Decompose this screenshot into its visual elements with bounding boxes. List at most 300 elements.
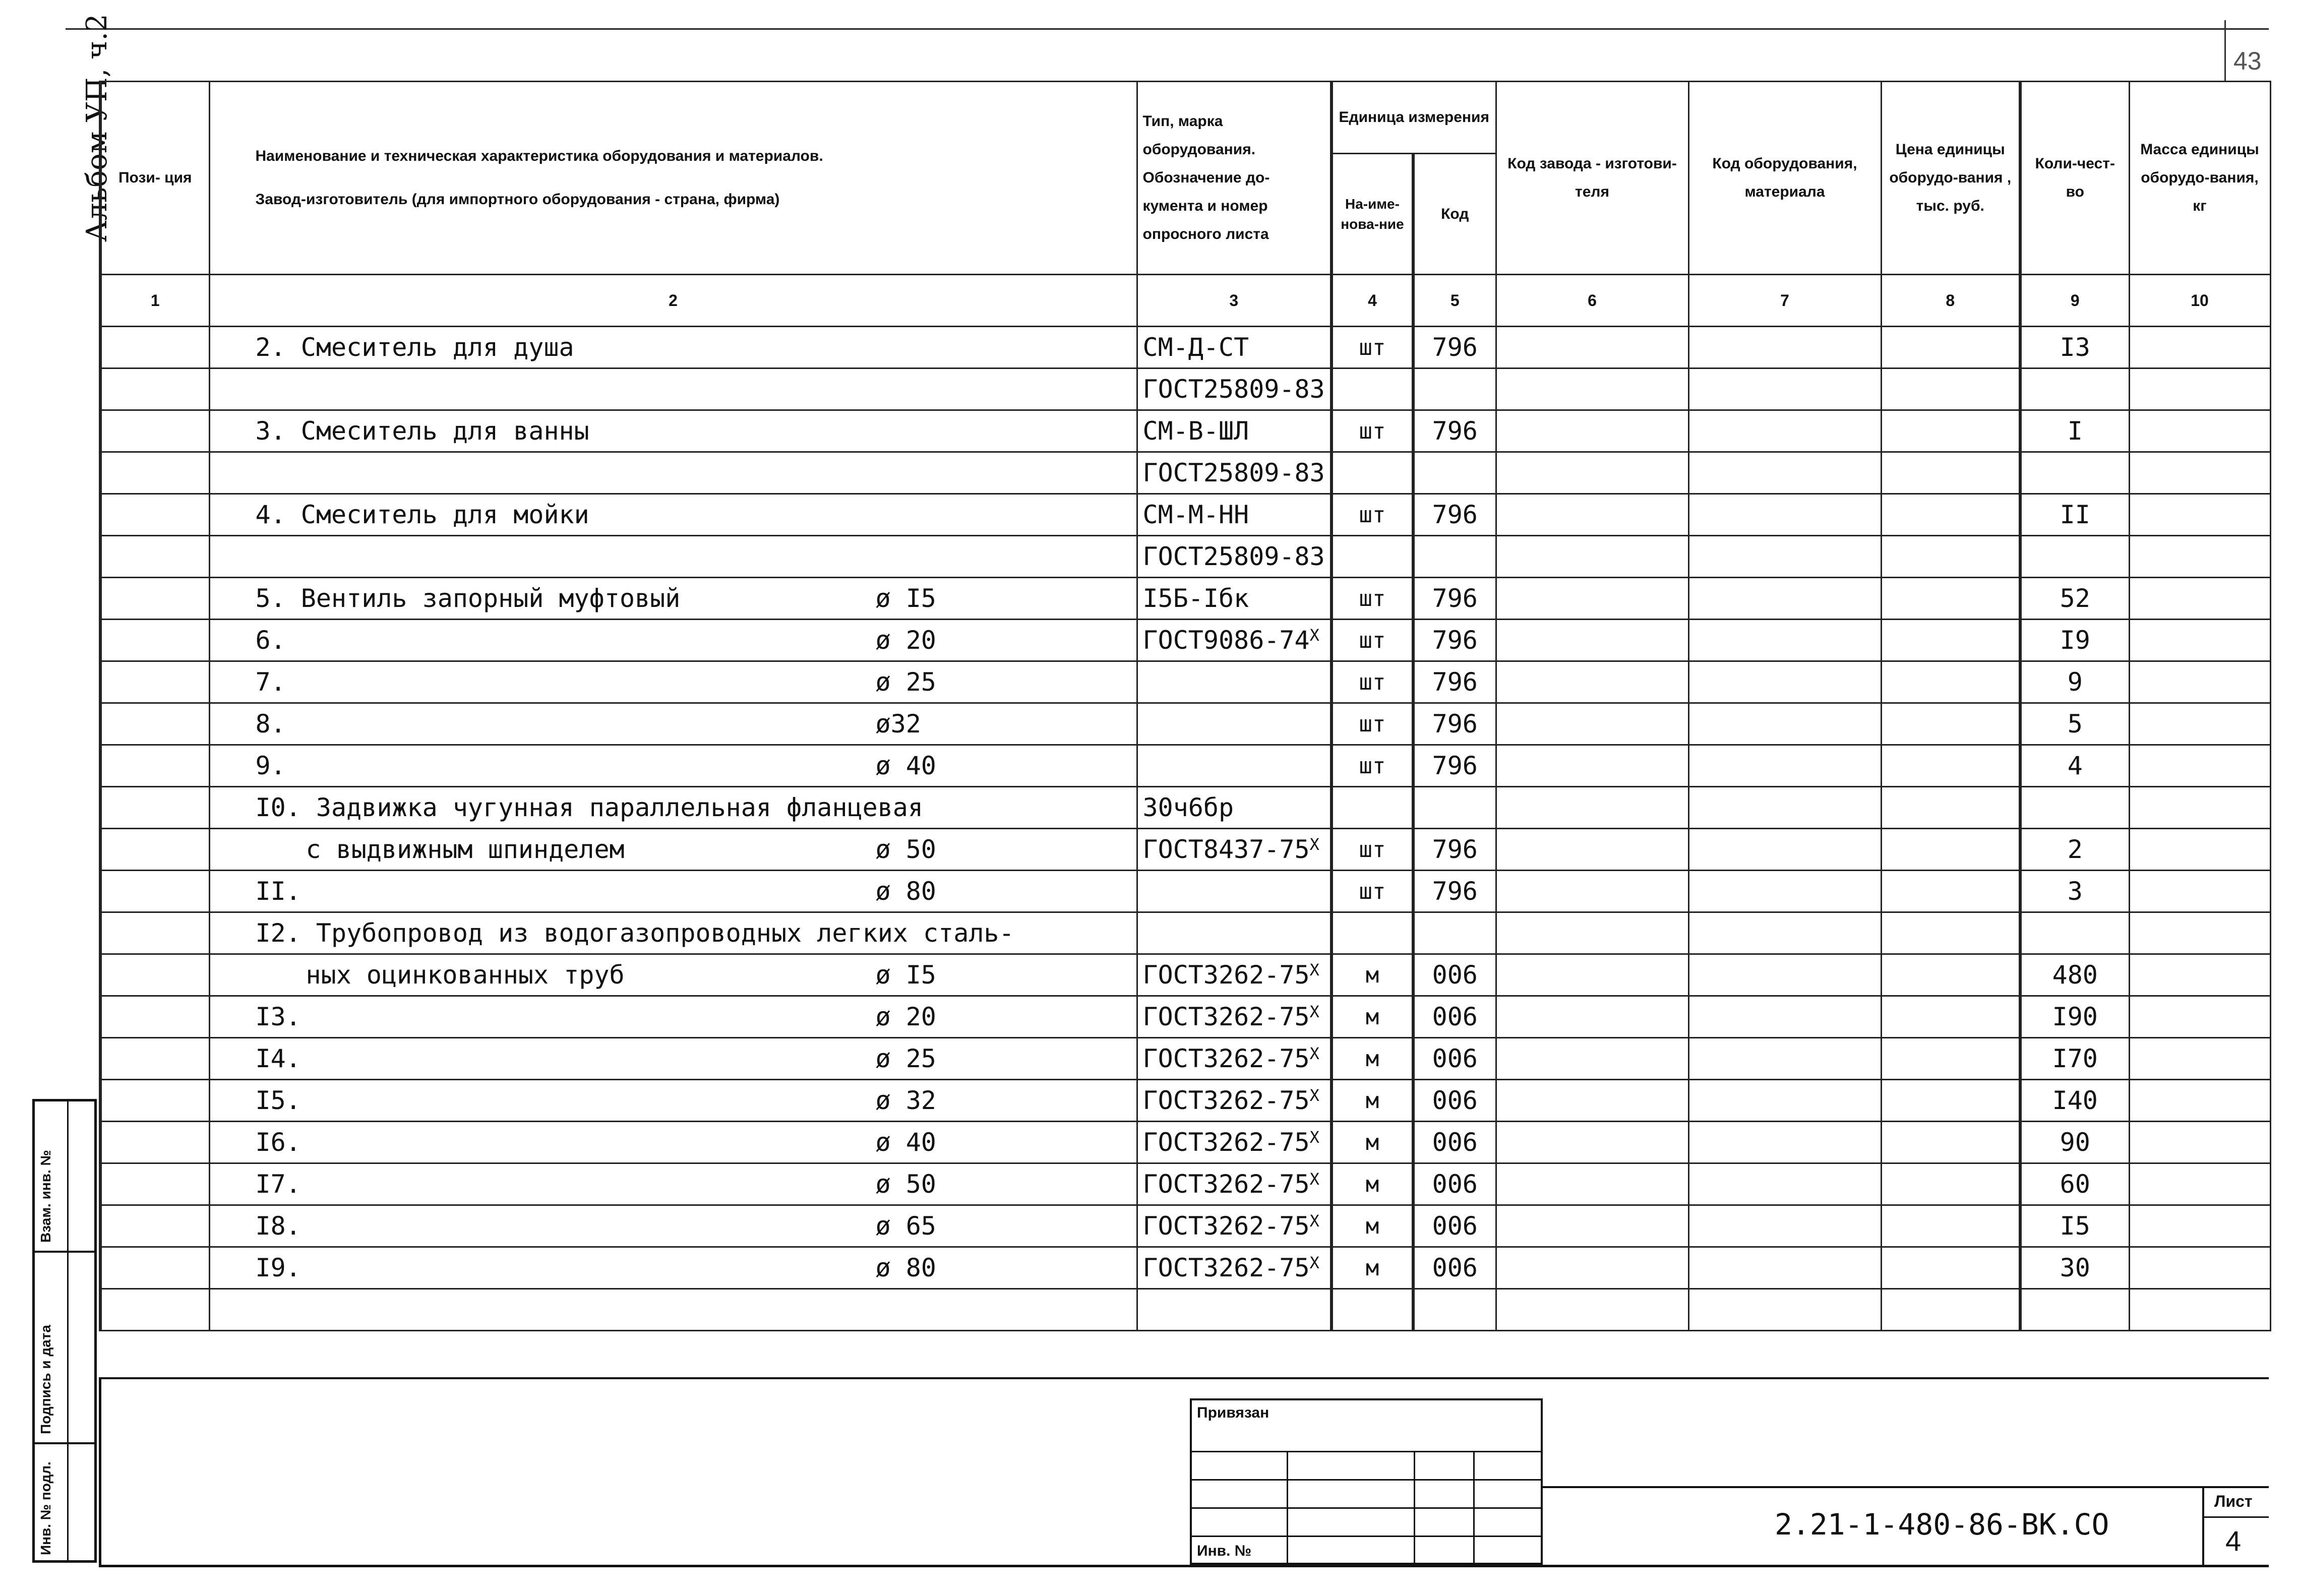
item-unit: м — [1332, 1205, 1413, 1247]
item-diameter: ø 40 — [875, 751, 936, 780]
side-label-original: Инв. № подл. — [38, 1461, 53, 1555]
item-diameter: ø 80 — [875, 877, 936, 906]
item-unit-code: 006 — [1413, 1038, 1496, 1080]
item-unit: м — [1332, 954, 1413, 996]
column-number-row — [100, 275, 2270, 327]
item-unit — [1332, 912, 1413, 954]
item-type-superscript: X — [1309, 1211, 1319, 1231]
table-row — [100, 1205, 2270, 1247]
cell-c6 — [1496, 452, 1688, 494]
cell-c3 — [1137, 1289, 1332, 1331]
cell-c7 — [1688, 661, 1881, 703]
cell-c1 — [100, 787, 209, 829]
item-quantity — [2020, 452, 2129, 494]
cell-c10 — [2129, 578, 2270, 620]
cell-c3 — [1137, 327, 1332, 369]
col-num-1: 1 — [100, 275, 209, 327]
cell-c2 — [209, 410, 1137, 452]
stamp-inventory-label: Инв. № — [1197, 1543, 1252, 1559]
cell-c7 — [1688, 494, 1881, 536]
item-type-superscript: X — [1309, 1002, 1319, 1021]
cell-c8 — [1881, 1038, 2020, 1080]
cell-c8 — [1881, 578, 2020, 620]
item-name: 5. Вентиль запорный муфтовый — [255, 584, 681, 613]
item-type: ГОСТ3262-75 — [1142, 1128, 1310, 1157]
cell-c3 — [1137, 661, 1332, 703]
side-approval-box — [32, 1099, 97, 1563]
cell-c1 — [100, 1205, 209, 1247]
item-name: I6. — [255, 1128, 301, 1157]
table-row — [100, 1038, 2270, 1080]
col-num-6: 6 — [1496, 275, 1688, 327]
item-unit — [1332, 787, 1413, 829]
item-unit-code — [1413, 787, 1496, 829]
cell-c6 — [1496, 1122, 1688, 1163]
cell-c10 — [2129, 452, 2270, 494]
item-unit — [1332, 1289, 1413, 1331]
table-row — [100, 578, 2270, 620]
cell-c8 — [1881, 536, 2020, 578]
cell-c6 — [1496, 1289, 1688, 1331]
cell-c3 — [1137, 620, 1332, 661]
item-unit: м — [1332, 1163, 1413, 1205]
stamp-line — [1192, 1479, 1541, 1481]
item-quantity: 4 — [2020, 745, 2129, 787]
cell-c10 — [2129, 1205, 2270, 1247]
item-quantity: I70 — [2020, 1038, 2129, 1080]
header-price: Цена единицы оборудо-вания , тыс. руб. — [1881, 82, 2020, 275]
item-quantity: I5 — [2020, 1205, 2129, 1247]
side-label-signature: Подпись и дата — [38, 1325, 53, 1434]
col-num-8: 8 — [1881, 275, 2020, 327]
cell-c2 — [209, 1163, 1137, 1205]
col-num-5: 5 — [1413, 275, 1496, 327]
cell-c2 — [209, 871, 1137, 912]
table-row — [100, 703, 2270, 745]
item-type: ГОСТ3262-75 — [1142, 960, 1310, 990]
cell-c2 — [209, 620, 1137, 661]
item-quantity: 52 — [2020, 578, 2129, 620]
cell-c3 — [1137, 369, 1332, 410]
cell-c7 — [1688, 871, 1881, 912]
item-unit-code: 796 — [1413, 661, 1496, 703]
cell-c2 — [209, 1247, 1137, 1289]
item-name: I4. — [255, 1044, 301, 1073]
table-row — [100, 1289, 2270, 1331]
cell-c2 — [209, 829, 1137, 871]
cell-c6 — [1496, 369, 1688, 410]
cell-c2 — [209, 1289, 1137, 1331]
cell-c7 — [1688, 1038, 1881, 1080]
item-type-superscript: X — [1309, 960, 1319, 979]
cell-c2 — [209, 954, 1137, 996]
stamp-line — [1192, 1451, 1541, 1452]
cell-c1 — [100, 1038, 209, 1080]
item-quantity: I — [2020, 410, 2129, 452]
cell-c7 — [1688, 1205, 1881, 1247]
cell-c2 — [209, 661, 1137, 703]
item-quantity: 90 — [2020, 1122, 2129, 1163]
cell-c7 — [1688, 912, 1881, 954]
item-type-superscript: X — [1309, 1086, 1319, 1105]
item-unit-code: 796 — [1413, 327, 1496, 369]
binding-stamp — [1190, 1398, 1543, 1565]
item-type: ГОСТ25809-83 — [1142, 542, 1325, 571]
cell-c7 — [1688, 327, 1881, 369]
cell-c10 — [2129, 1289, 2270, 1331]
item-name: 9. — [255, 751, 286, 780]
cell-c6 — [1496, 996, 1688, 1038]
item-type: 30ч6бр — [1142, 793, 1234, 822]
header-name-line2: Завод-изготовитель (для импортного оборудования - страна, фирма) — [255, 191, 780, 208]
item-unit-code — [1413, 452, 1496, 494]
cell-c2 — [209, 1080, 1137, 1122]
cell-c1 — [100, 410, 209, 452]
item-quantity — [2020, 1289, 2129, 1331]
cell-c6 — [1496, 912, 1688, 954]
item-quantity: I90 — [2020, 996, 2129, 1038]
cell-c8 — [1881, 703, 2020, 745]
cell-c7 — [1688, 620, 1881, 661]
cell-c7 — [1688, 452, 1881, 494]
cell-c6 — [1496, 703, 1688, 745]
cell-c8 — [1881, 996, 2020, 1038]
cell-c8 — [1881, 661, 2020, 703]
item-unit: м — [1332, 996, 1413, 1038]
item-quantity: 30 — [2020, 1247, 2129, 1289]
item-diameter: ø 25 — [875, 667, 936, 697]
item-quantity: 2 — [2020, 829, 2129, 871]
cell-c3 — [1137, 745, 1332, 787]
item-unit: шт — [1332, 410, 1413, 452]
cell-c10 — [2129, 787, 2270, 829]
item-name: с выдвижным шпинделем — [306, 835, 625, 864]
header-unit-name: На-име-нова-ние — [1332, 154, 1413, 275]
cell-c1 — [100, 829, 209, 871]
col-num-10: 10 — [2129, 275, 2270, 327]
frame-bottom-rule — [99, 1377, 2269, 1379]
side-cell-replacement — [35, 1101, 94, 1253]
cell-c2 — [209, 703, 1137, 745]
stamp-line — [1192, 1536, 1541, 1537]
cell-c6 — [1496, 1163, 1688, 1205]
col-num-2: 2 — [209, 275, 1137, 327]
item-unit-code: 796 — [1413, 871, 1496, 912]
item-name: 3. Смеситель для ванны — [255, 416, 589, 446]
item-type-superscript: X — [1309, 1253, 1319, 1272]
item-type: ГОСТ3262-75 — [1142, 1211, 1310, 1241]
item-unit-code: 796 — [1413, 494, 1496, 536]
item-diameter: ø 20 — [875, 1002, 936, 1031]
sheet-number: 4 — [2225, 1525, 2242, 1557]
frame-left-rule — [99, 1377, 101, 1567]
cell-c2 — [209, 1038, 1137, 1080]
cell-c1 — [100, 871, 209, 912]
col-num-3: 3 — [1137, 275, 1332, 327]
item-diameter: ø 50 — [875, 835, 936, 864]
cell-c3 — [1137, 536, 1332, 578]
cell-c7 — [1688, 745, 1881, 787]
cell-c10 — [2129, 661, 2270, 703]
table-row — [100, 620, 2270, 661]
cell-c3 — [1137, 1122, 1332, 1163]
cell-c1 — [100, 578, 209, 620]
cell-c6 — [1496, 1038, 1688, 1080]
spec-rows — [100, 327, 2270, 1331]
item-unit: шт — [1332, 745, 1413, 787]
cell-c10 — [2129, 996, 2270, 1038]
cell-c10 — [2129, 1247, 2270, 1289]
sheet-divider — [2204, 1516, 2269, 1518]
item-unit: шт — [1332, 620, 1413, 661]
cell-c6 — [1496, 536, 1688, 578]
table-row — [100, 996, 2270, 1038]
item-unit-code: 796 — [1413, 745, 1496, 787]
item-diameter: ø32 — [875, 709, 921, 739]
cell-c8 — [1881, 327, 2020, 369]
cell-c10 — [2129, 745, 2270, 787]
cell-c1 — [100, 369, 209, 410]
header-type: Тип, марка оборудования. Обозначение до-кумента и номер опросного листа — [1137, 82, 1332, 275]
item-type-superscript: X — [1309, 1128, 1319, 1147]
cell-c2 — [209, 787, 1137, 829]
item-unit-code: 006 — [1413, 1205, 1496, 1247]
table-row — [100, 745, 2270, 787]
cell-c10 — [2129, 620, 2270, 661]
cell-c7 — [1688, 954, 1881, 996]
cell-c3 — [1137, 1080, 1332, 1122]
item-type: ГОСТ3262-75 — [1142, 1086, 1310, 1115]
cell-c3 — [1137, 703, 1332, 745]
cell-c10 — [2129, 369, 2270, 410]
cell-c1 — [100, 661, 209, 703]
cell-c2 — [209, 327, 1137, 369]
side-label-replacement: Взам. инв. № — [38, 1150, 53, 1243]
page-number: 43 — [2233, 47, 2262, 75]
cell-c7 — [1688, 1163, 1881, 1205]
header-quantity: Коли-чест-во — [2020, 82, 2129, 275]
item-unit-code — [1413, 1289, 1496, 1331]
cell-c8 — [1881, 494, 2020, 536]
item-diameter: ø 80 — [875, 1253, 936, 1282]
item-type: ГОСТ25809-83 — [1142, 375, 1325, 404]
cell-c3 — [1137, 410, 1332, 452]
cell-c6 — [1496, 871, 1688, 912]
cell-c6 — [1496, 1205, 1688, 1247]
header-mass: Масса единицы оборудо-вания, кг — [2129, 82, 2270, 275]
item-quantity: 9 — [2020, 661, 2129, 703]
cell-c2 — [209, 494, 1137, 536]
cell-c7 — [1688, 369, 1881, 410]
cell-c8 — [1881, 1122, 2020, 1163]
item-unit-code: 006 — [1413, 1122, 1496, 1163]
cell-c8 — [1881, 410, 2020, 452]
item-type: СМ-Д-СТ — [1142, 333, 1249, 362]
sheet-box — [2202, 1486, 2269, 1567]
cell-c2 — [209, 1122, 1137, 1163]
album-spine-label: Альбом УП, ч.2 — [81, 14, 113, 242]
item-type: ГОСТ25809-83 — [1142, 458, 1325, 487]
item-name: I2. Трубопровод из водогазопроводных легких сталь- — [255, 918, 1014, 948]
item-unit-code: 006 — [1413, 1080, 1496, 1122]
item-diameter: ø I5 — [875, 584, 936, 613]
item-name: I0. Задвижка чугунная параллельная фланцевая — [255, 793, 924, 822]
item-name: I5. — [255, 1086, 301, 1115]
item-name: 6. — [255, 626, 286, 655]
cell-c1 — [100, 620, 209, 661]
item-type-superscript: X — [1309, 626, 1319, 645]
col-num-9: 9 — [2020, 275, 2129, 327]
item-type: I5Б-Iбк — [1142, 584, 1249, 613]
stamp-vline — [1473, 1451, 1475, 1567]
item-unit-code: 796 — [1413, 703, 1496, 745]
col-num-7: 7 — [1688, 275, 1881, 327]
item-unit-code — [1413, 912, 1496, 954]
cell-c2 — [209, 912, 1137, 954]
item-unit-code: 006 — [1413, 1247, 1496, 1289]
header-name-line1: Наименование и техническая характеристика оборудования и материалов. — [255, 148, 823, 164]
top-rule — [66, 28, 2269, 30]
cell-c8 — [1881, 369, 2020, 410]
cell-c10 — [2129, 1038, 2270, 1080]
cell-c1 — [100, 954, 209, 996]
item-unit: шт — [1332, 871, 1413, 912]
item-unit: шт — [1332, 703, 1413, 745]
header-row-1 — [100, 82, 2270, 154]
item-name: 7. — [255, 667, 286, 697]
cell-c1 — [100, 745, 209, 787]
cell-c7 — [1688, 829, 1881, 871]
cell-c7 — [1688, 1247, 1881, 1289]
item-unit-code: 796 — [1413, 410, 1496, 452]
col-num-4: 4 — [1332, 275, 1413, 327]
table-row — [100, 787, 2270, 829]
item-diameter: ø I5 — [875, 960, 936, 990]
table-row — [100, 1247, 2270, 1289]
cell-c1 — [100, 1080, 209, 1122]
cell-c1 — [100, 327, 209, 369]
side-cell-original — [35, 1444, 94, 1565]
table-row — [100, 327, 2270, 369]
item-quantity — [2020, 912, 2129, 954]
item-diameter: ø 65 — [875, 1211, 936, 1241]
header-position: Пози- ция — [100, 82, 209, 275]
item-quantity: I9 — [2020, 620, 2129, 661]
cell-c10 — [2129, 1080, 2270, 1122]
cell-c3 — [1137, 871, 1332, 912]
item-type: ГОСТ9086-74 — [1142, 626, 1310, 655]
cell-c6 — [1496, 494, 1688, 536]
cell-c8 — [1881, 745, 2020, 787]
item-name: I7. — [255, 1170, 301, 1199]
cell-c3 — [1137, 787, 1332, 829]
cell-c1 — [100, 996, 209, 1038]
cell-c3 — [1137, 1247, 1332, 1289]
item-quantity — [2020, 787, 2129, 829]
item-quantity — [2020, 369, 2129, 410]
item-type: СМ-В-ШЛ — [1142, 416, 1249, 446]
cell-c3 — [1137, 494, 1332, 536]
cell-c1 — [100, 536, 209, 578]
item-quantity: I40 — [2020, 1080, 2129, 1122]
document-number: 2.21-1-480-86-ВК.СО — [1775, 1507, 2109, 1542]
cell-c7 — [1688, 1122, 1881, 1163]
cell-c10 — [2129, 871, 2270, 912]
cell-c2 — [209, 745, 1137, 787]
item-type: ГОСТ3262-75 — [1142, 1002, 1310, 1031]
item-unit-code: 796 — [1413, 829, 1496, 871]
header-name — [209, 82, 1137, 275]
cell-c6 — [1496, 410, 1688, 452]
cell-c1 — [100, 912, 209, 954]
cell-c8 — [1881, 1163, 2020, 1205]
stamp-title: Привязан — [1197, 1404, 1269, 1421]
cell-c3 — [1137, 829, 1332, 871]
cell-c10 — [2129, 703, 2270, 745]
cell-c7 — [1688, 703, 1881, 745]
cell-c8 — [1881, 787, 2020, 829]
item-unit — [1332, 369, 1413, 410]
table-row — [100, 494, 2270, 536]
header-unit-group: Единица измерения — [1332, 82, 1496, 154]
item-diameter: ø 40 — [875, 1128, 936, 1157]
item-unit-code — [1413, 536, 1496, 578]
cell-c8 — [1881, 1080, 2020, 1122]
cell-c10 — [2129, 536, 2270, 578]
item-unit: м — [1332, 1122, 1413, 1163]
item-type: ГОСТ8437-75 — [1142, 835, 1310, 864]
item-name: 8. — [255, 709, 286, 739]
cell-c3 — [1137, 452, 1332, 494]
item-diameter: ø 20 — [875, 626, 936, 655]
cell-c1 — [100, 1247, 209, 1289]
cell-c10 — [2129, 1163, 2270, 1205]
cell-c7 — [1688, 578, 1881, 620]
cell-c6 — [1496, 1080, 1688, 1122]
item-unit: шт — [1332, 327, 1413, 369]
cell-c6 — [1496, 620, 1688, 661]
cell-c6 — [1496, 745, 1688, 787]
item-name: 4. Смеситель для мойки — [255, 500, 589, 529]
cell-c10 — [2129, 954, 2270, 996]
cell-c1 — [100, 1163, 209, 1205]
item-diameter: ø 50 — [875, 1170, 936, 1199]
cell-c7 — [1688, 536, 1881, 578]
page-number-divider — [2224, 20, 2226, 81]
equipment-spec-table — [99, 81, 2271, 1331]
item-unit: шт — [1332, 494, 1413, 536]
cell-c8 — [1881, 1247, 2020, 1289]
item-name: I9. — [255, 1253, 301, 1282]
table-row — [100, 410, 2270, 452]
stamp-line — [1192, 1507, 1541, 1509]
sheet-label: Лист — [2214, 1492, 2253, 1510]
item-type: СМ-М-НН — [1142, 500, 1249, 529]
item-name: 2. Смеситель для душа — [255, 333, 574, 362]
item-quantity: 5 — [2020, 703, 2129, 745]
table-row — [100, 954, 2270, 996]
cell-c3 — [1137, 1038, 1332, 1080]
cell-c3 — [1137, 912, 1332, 954]
cell-c1 — [100, 494, 209, 536]
cell-c3 — [1137, 996, 1332, 1038]
cell-c1 — [100, 452, 209, 494]
item-unit: шт — [1332, 829, 1413, 871]
cell-c3 — [1137, 954, 1332, 996]
item-type-superscript: X — [1309, 1170, 1319, 1189]
cell-c6 — [1496, 954, 1688, 996]
cell-c8 — [1881, 452, 2020, 494]
